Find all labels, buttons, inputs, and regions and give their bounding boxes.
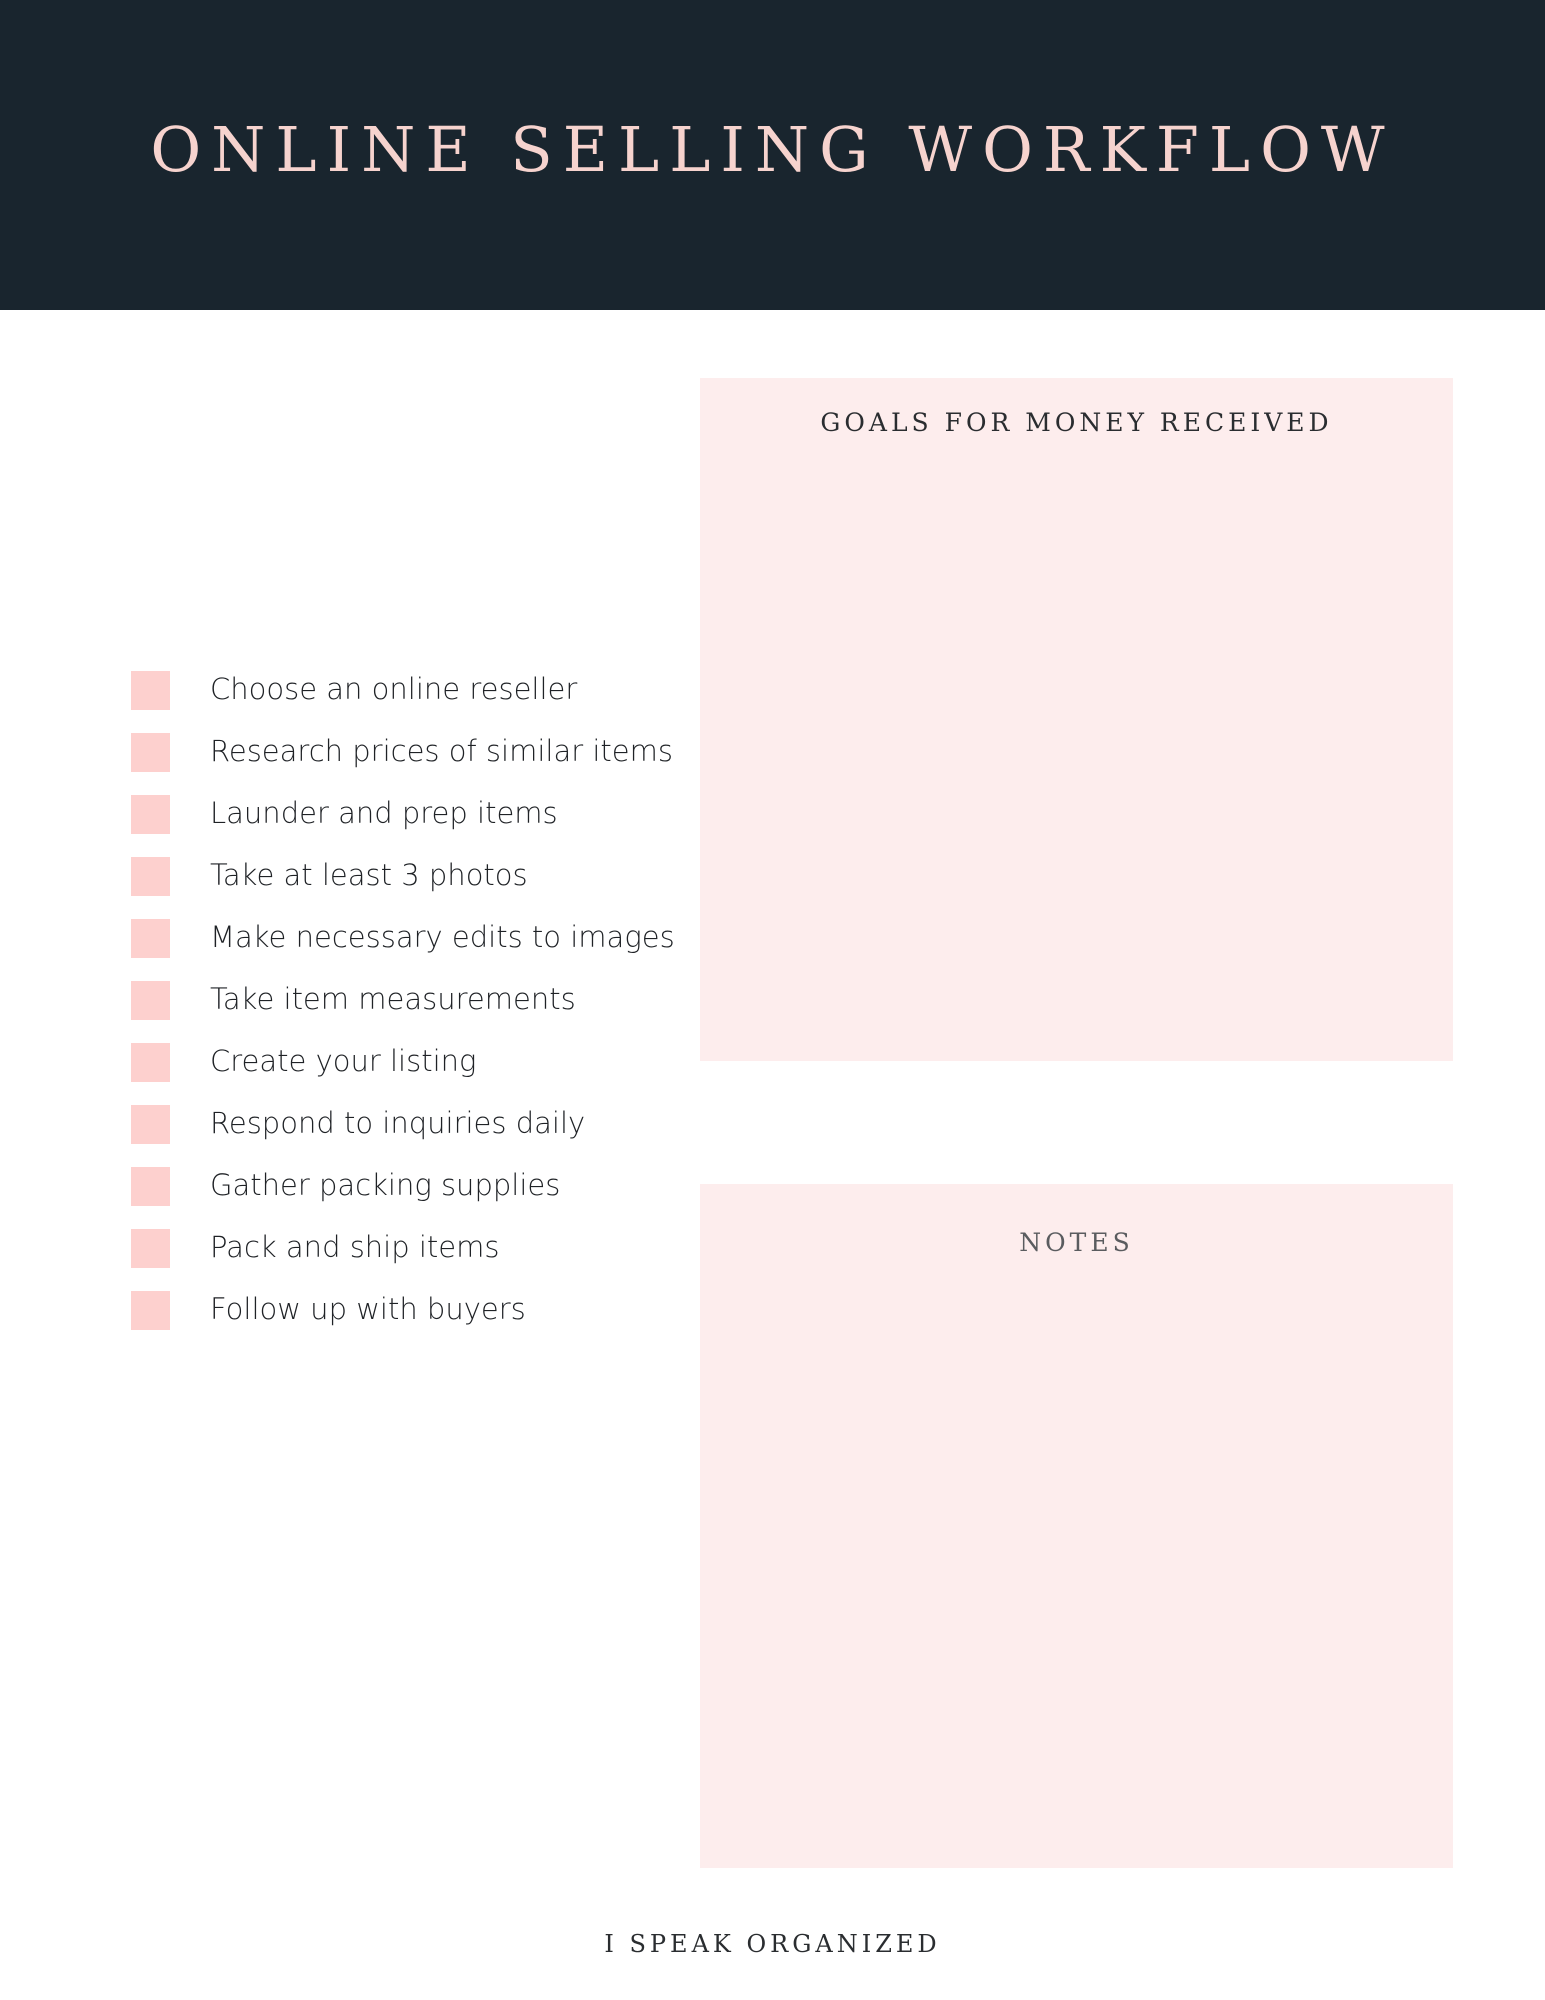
checklist-item-label: Take at least 3 photos [210,858,528,892]
checklist-item-label: Gather packing supplies [210,1168,561,1202]
checkbox[interactable] [131,919,170,958]
checklist-item [131,1161,691,1223]
goals-panel-title: GOALS FOR MONEY RECEIVED [820,408,1333,437]
checklist-item-label: Respond to inquiries daily [210,1106,586,1140]
notes-panel-title: NOTES [1019,1228,1134,1257]
checklist-item [131,913,691,975]
checklist-item-label: Research prices of similar items [210,734,673,768]
checkbox[interactable] [131,857,170,896]
checklist-item-label: Take item measurements [210,982,576,1016]
page-title: ONLINE SELLING WORKFLOW [150,113,1395,186]
checkbox[interactable] [131,795,170,834]
header-banner [0,0,1545,310]
checklist-item [131,727,691,789]
checklist-item-label: Launder and prep items [210,796,558,830]
checklist-item-label: Create your listing [210,1044,477,1078]
checklist-item [131,789,691,851]
checkbox[interactable] [131,1105,170,1144]
checklist-item [131,1223,691,1285]
checklist-item-label: Make necessary edits to images [210,920,675,954]
checklist-item [131,665,691,727]
checklist-item [131,1037,691,1099]
checklist-item [131,1285,691,1347]
checklist-item [131,975,691,1037]
checklist-item-label: Pack and ship items [210,1230,500,1264]
checkbox[interactable] [131,1291,170,1330]
notes-panel[interactable] [700,1184,1453,1868]
checklist-item [131,1099,691,1161]
checkbox[interactable] [131,1043,170,1082]
checkbox[interactable] [131,671,170,710]
workflow-checklist [131,665,691,1347]
checklist-item-label: Choose an online reseller [210,672,578,706]
checklist-item [131,851,691,913]
checkbox[interactable] [131,1229,170,1268]
goals-panel[interactable] [700,378,1453,1061]
checkbox[interactable] [131,981,170,1020]
footer-brand: I SPEAK ORGANIZED [604,1930,941,1958]
checkbox[interactable] [131,1167,170,1206]
checklist-item-label: Follow up with buyers [210,1292,526,1326]
checkbox[interactable] [131,733,170,772]
